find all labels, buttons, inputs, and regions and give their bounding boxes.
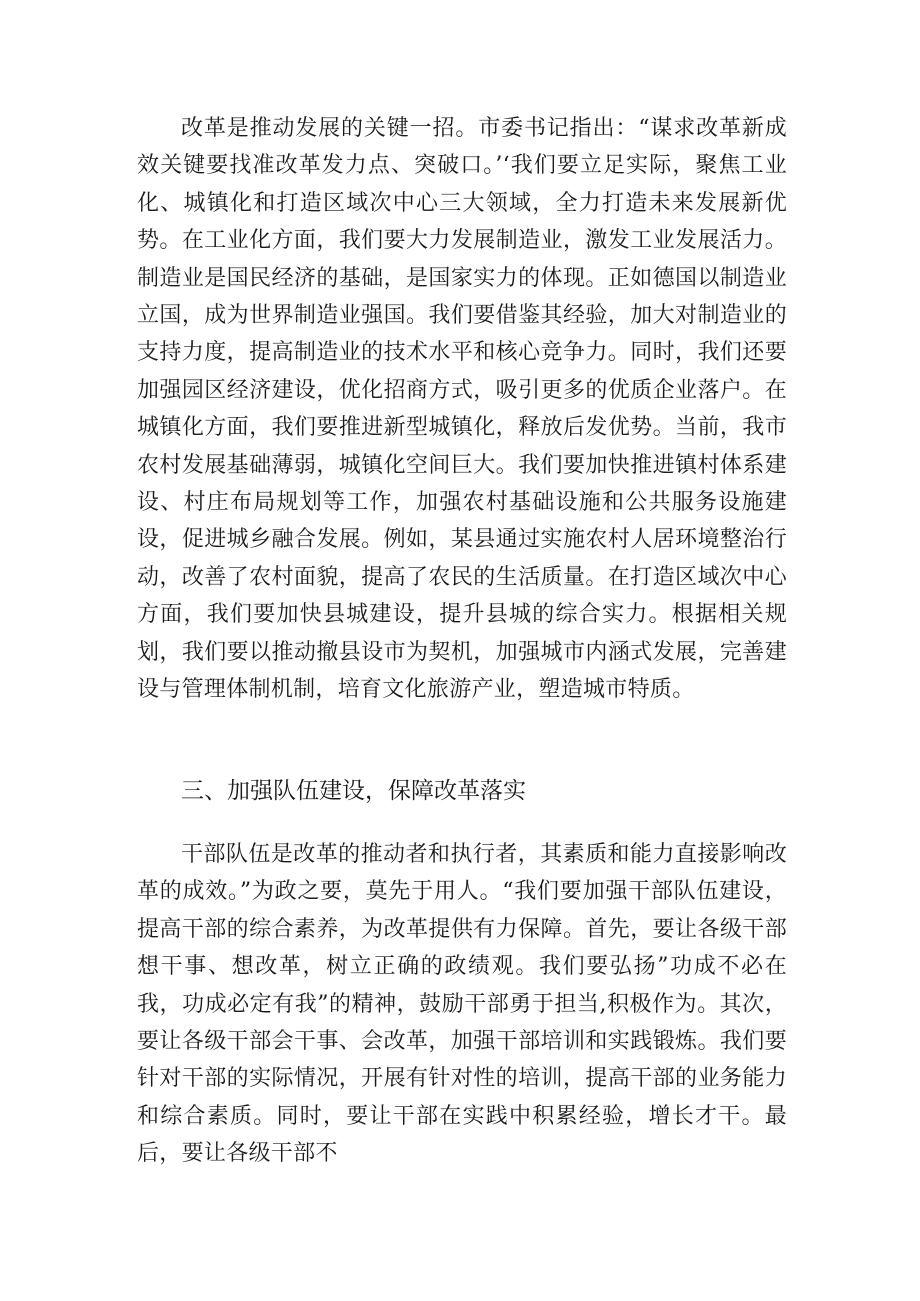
section-heading: 三、加强队伍建设，保障改革落实 <box>181 778 526 804</box>
body-paragraph-reform-key: 改革是推动发展的关键一招。市委书记指出：“谋求改革新成效关键要找准改革发力点、突破口。’‘我们要立足实际，聚焦工业化、城镇化和打造区域次中心三大领域，全力打造未来发展新优势。在工业化方面，我们要大力发展制造业，激发工业发展活力。制造业是国民经济的基础，是国家实力的体现。正如德国以制造业立国，成为世界制造业强国。我们要借鉴其经验，加大对制造业的支持力度，提高制造业的技术水平和核心竞争力。同时，我们还要加强园区经济建设，优化招商方式，吸引更多的优质企业落户。在城镇化方面，我们要推进新型城镇化，释放后发优势。当前，我市农村发展基础薄弱，城镇化空间巨大。我们要加快推进镇村体系建设、村庄布局规划等工作，加强农村基础设施和公共服务设施建设，促进城乡融合发展。例如，某县通过实施农村人居环境整治行动，改善了农村面貌，提高了农民的生活质量。在打造区域次中心方面，我们要加快县城建设，提升县城的综合实力。根据相关规划，我们要以推动撤县设市为契机，加强城市内涵式发展，完善建设与管理体制机制，培育文化旅游产业，塑造城市特质。 <box>137 116 787 703</box>
body-paragraph-cadre-team: 干部队伍是改革的推动者和执行者，其素质和能力直接影响改革的成效。”为政之要，莫先于用人。“我们要加强干部队伍建设，提高干部的综合素养，为改革提供有力保障。首先，要让各级干部想干事、想改革，树立正确的政绩观。我们要弘扬”功成不必在我，功成必定有我”的精神，鼓励干部勇于担当,积极作为。其次，要让各级干部会干事、会改革，加强干部培训和实践锻炼。我们要针对干部的实际情况，开展有针对性的培训，提高干部的业务能力和综合素质。同时，要让干部在实践中积累经验，增长才干。最后，要让各级干部不 <box>137 842 787 1167</box>
